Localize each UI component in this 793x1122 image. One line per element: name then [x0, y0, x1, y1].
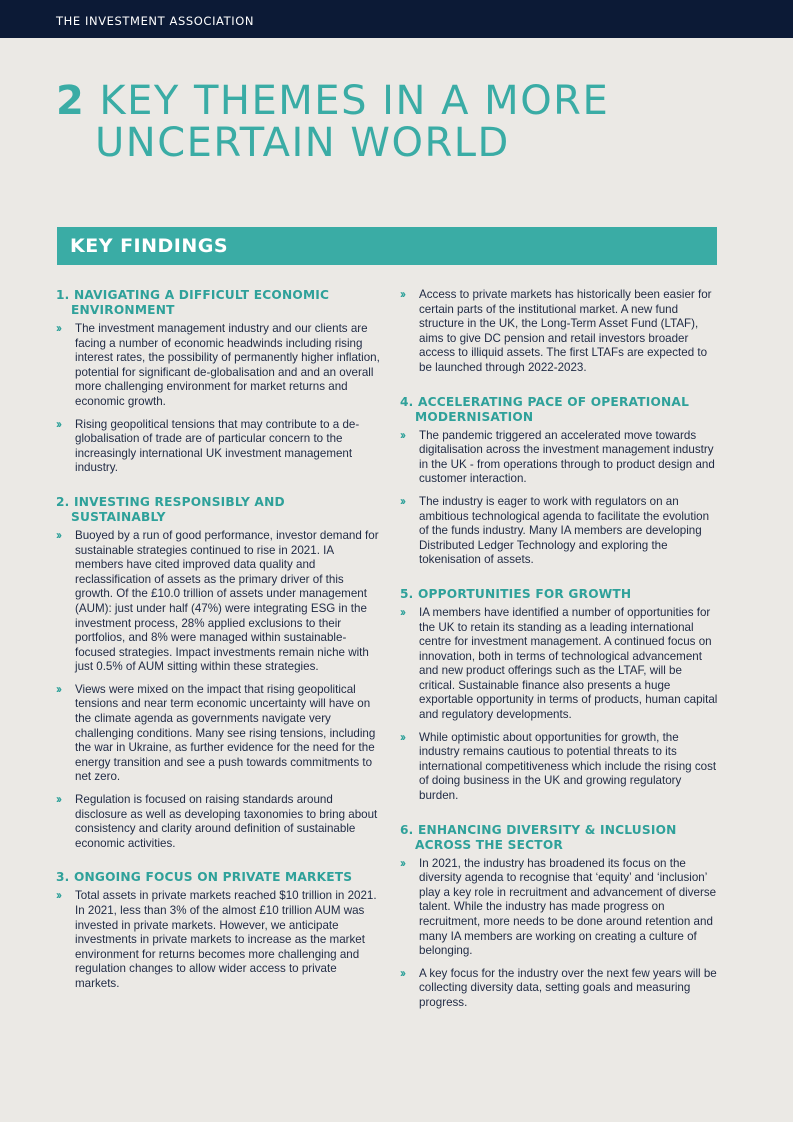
- right-column: [400, 288, 720, 1030]
- bullet-text: Access to private markets has historically been easier for certain parts of the institutional market. A new fund structure in the UK, the Long-Term Asset Fund (LTAF), aims to give DC pension and retail investors broader access to illiquid assets. The first LTAFs are expected to be launched through 2022-2023.: [419, 288, 712, 374]
- finding-section: [56, 495, 381, 851]
- bullet-item: [56, 793, 381, 851]
- chevron-right-icon: ››: [400, 287, 404, 301]
- bullet-item: [56, 683, 381, 785]
- finding-section: [400, 823, 720, 1011]
- chevron-right-icon: ››: [400, 427, 404, 442]
- chevron-right-icon: ››: [56, 321, 60, 335]
- finding-section: [56, 288, 381, 476]
- bullet-text: The industry is eager to work with regulators on an ambitious technological agenda to facilitate the evolution of the funds industry. Many IA members are developing Distributed Ledger Technology and exploring the tokenisation of assets.: [419, 494, 710, 567]
- header-bar: [0, 0, 793, 38]
- chapter-number: 2: [56, 78, 86, 124]
- bullet-item: [400, 606, 720, 723]
- section-heading: 6. ENHANCING DIVERSITY & INCLUSION ACROSS THE SECTOR: [400, 822, 677, 852]
- chevron-right-icon: ››: [400, 604, 404, 619]
- bullet-item: [400, 429, 720, 487]
- finding-section: [400, 587, 720, 804]
- bullet-text: In 2021, the industry has broadened its focus on the diversity agenda to recognise that ‘equity’ and ‘inclusion’ play a key role in recruitment and advancement of diverse talent. While the industry has made progress on recruitment, more needs to be done around retention and many IA members are working on creating a culture of belonging.: [419, 856, 717, 958]
- chapter-title: [56, 80, 609, 164]
- bullet-item: [400, 288, 720, 376]
- bullet-item: [400, 967, 720, 1011]
- chevron-right-icon: ››: [56, 416, 60, 431]
- section-heading: 4. ACCELERATING PACE OF OPERATIONAL MODERNISATION: [400, 394, 690, 424]
- section-heading: 5. OPPORTUNITIES FOR GROWTH: [400, 586, 632, 601]
- section-heading: 1. NAVIGATING A DIFFICULT ECONOMIC ENVIRONMENT: [56, 288, 330, 317]
- section-heading: 2. INVESTING RESPONSIBLY AND SUSTAINABLY: [56, 494, 285, 524]
- bullet-item: [56, 889, 381, 991]
- bullet-item: [56, 418, 381, 476]
- bullet-item: [56, 529, 381, 675]
- bullet-text: Total assets in private markets reached $10 trillion in 2021. In 2021, less than 3% of the almost £10 trillion AUM was invested in private markets. However, we anticipate investments in private markets to increase as the market environment for returns becomes more challenging and regulation changes to allow wider access to private markets.: [75, 889, 377, 990]
- chevron-right-icon: ››: [56, 888, 60, 903]
- bullet-text: Buoyed by a run of good performance, investor demand for sustainable strategies continued to rise in 2021. IA members have cited improved data quality and reclassification of assets as the primary driver of this growth. Of the £10.0 trillion of assets under management (AUM): just under half (47%) were integrating ESG in the investment process, 28% applied exclusions to their portfolios, and 8% were managed within sustainable-focused strategies. Impact investments remain niche with just 0.5% of AUM sitting within these strategies.: [75, 528, 379, 674]
- chapter-title-line2: UNCERTAIN WORLD: [95, 120, 510, 166]
- chevron-right-icon: ››: [400, 493, 404, 508]
- finding-section: [400, 288, 720, 376]
- finding-section: [56, 870, 381, 991]
- bullet-text: A key focus for the industry over the next few years will be collecting diversity data, setting goals and measuring progress.: [419, 966, 717, 1009]
- bullet-text: The investment management industry and our clients are facing a number of economic headwinds including rising interest rates, the possibility of permanently higher inflation, potential for significant de-globalisation and and an overall more challenging environment for market returns and economic growth.: [75, 322, 380, 408]
- chapter-title-line1: KEY THEMES IN A MORE: [99, 78, 610, 124]
- key-findings-banner: [57, 227, 717, 265]
- banner-title: KEY FINDINGS: [70, 235, 229, 257]
- bullet-text: Rising geopolitical tensions that may contribute to a de-globalisation of trade are of particular concern to the increasingly international UK investment management industry.: [75, 417, 360, 475]
- bullet-item: [400, 731, 720, 804]
- section-heading: 3. ONGOING FOCUS ON PRIVATE MARKETS: [56, 870, 353, 885]
- chevron-right-icon: ››: [400, 855, 404, 870]
- finding-section: [400, 395, 720, 568]
- bullet-text: IA members have identified a number of opportunities for the UK to retain its standing as a leading international centre for investment management. A continued focus on innovation, both in terms of technological advancement and new product offerings such as the LTAF, will be critical. Sustainable finance also presents a huge exportable opportunity in terms of products, human capital and regulatory developments.: [419, 605, 718, 722]
- bullet-text: While optimistic about opportunities for growth, the industry remains cautious to potential threats to its international competitiveness which include the rising cost of doing business in the UK and growing regulatory burden.: [419, 730, 717, 803]
- chevron-right-icon: ››: [56, 527, 60, 542]
- bullet-text: Views were mixed on the impact that rising geopolitical tensions and near term economic uncertainty will have on the climate agenda as governments navigate very challenging conditions. Many see rising tensions, including the war in Ukraine, as further evidence for the need for the energy transition and see a push towards commitments to net zero.: [75, 682, 376, 784]
- chevron-right-icon: ››: [56, 681, 60, 696]
- org-name: THE INVESTMENT ASSOCIATION: [56, 14, 255, 28]
- chevron-right-icon: ››: [56, 792, 60, 807]
- bullet-text: The pandemic triggered an accelerated move towards digitalisation across the investment management industry in the UK - from operations through to product design and customer interaction.: [419, 428, 715, 486]
- bullet-item: [400, 495, 720, 568]
- bullet-text: Regulation is focused on raising standards around disclosure as well as developing taxonomies to bring about consistency and clarity around definition of sustainable economic activities.: [75, 793, 378, 850]
- bullet-item: [56, 322, 381, 410]
- chevron-right-icon: ››: [400, 729, 404, 744]
- bullet-item: [400, 857, 720, 959]
- chevron-right-icon: ››: [400, 965, 404, 980]
- left-column: [56, 288, 381, 1011]
